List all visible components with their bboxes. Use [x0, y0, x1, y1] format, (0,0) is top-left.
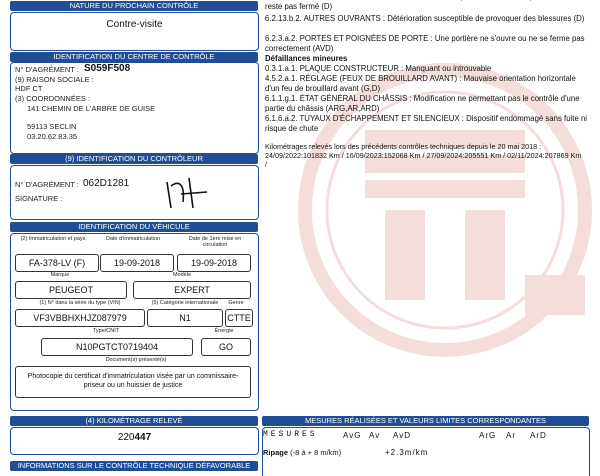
centre-company-label: (9) RAISON SOCIALE : — [15, 75, 94, 84]
measures-col-ar: Ar — [506, 431, 516, 440]
measures-col-avd: AvD — [393, 431, 411, 440]
ripage-value: +2.3m/km — [385, 448, 429, 457]
measures-col-avg: AvG — [343, 431, 362, 440]
defect-2 — [265, 14, 585, 24]
brand-field: PEUGEOT — [15, 281, 127, 299]
centre-coords-label: (3) COORDONNÉES : — [15, 94, 91, 103]
controller-approval-label: N° D'AGRÉMENT : — [15, 180, 79, 189]
next-inspection-header: NATURE DU PROCHAIN CONTRÔLE — [10, 1, 258, 11]
first-use-field: 19-09-2018 — [177, 254, 251, 272]
minor-defect-2-code: 4.5.2.a.1. — [265, 74, 298, 83]
centre-header: IDENTIFICATION DU CENTRE DE CONTRÔLE — [10, 52, 258, 62]
genre-label: Genre — [228, 300, 244, 306]
docs-label: Document(s) présenté(s) — [105, 357, 167, 363]
docs-value: Photocopie du certificat d'immatriculation visée par un commissaire-priseur ou un huissier de justice — [27, 373, 239, 389]
minor-defect-4-text: TUYAUX D'ÉCHAPPEMENT ET SILENCIEUX : Dispositif endommagé sans fuite ni risque de chute — [265, 114, 588, 133]
measures-box — [262, 427, 590, 476]
genre-field: CTTE — [225, 309, 253, 327]
defect-3 — [265, 34, 585, 53]
minor-defect-4-code: 6.1.6.a.2. — [265, 114, 298, 123]
vehicle-header: IDENTIFICATION DU VÉHICULE — [10, 222, 258, 232]
brand-label: Marque — [50, 272, 70, 278]
mileage-header: (4) KILOMÉTRAGE RELEVÉ — [10, 416, 258, 426]
vin-field: VF3VBBHXHJZ087979 — [15, 309, 145, 327]
next-inspection-value: Contre-visite — [106, 19, 163, 30]
defect-2-text: AUTRES OUVRANTS : Détérioration susceptible de provoquer des blessures (D) — [303, 14, 585, 23]
centre-box — [10, 62, 259, 154]
model-field: EXPERT — [133, 281, 251, 299]
ripage-range: (-8 à + 8 m/km) — [290, 448, 342, 457]
signature-image — [159, 172, 219, 212]
minor-defect-3-code: 6.1.1.g.1. — [265, 94, 298, 103]
measures-col-ard: ArD — [530, 431, 547, 440]
measures-col-av: Av — [369, 431, 381, 440]
ripage-label-text: Ripage — [263, 448, 289, 457]
controller-approval-value: 062D1281 — [83, 178, 130, 189]
type-label: Type/CNIT — [92, 328, 120, 334]
measures-title: MESURES — [263, 430, 318, 439]
controller-header: (9) IDENTIFICATION DU CONTRÔLEUR — [10, 154, 258, 164]
defect-info-header: INFORMATIONS SUR LE CONTRÔLE TECHNIQUE DÉFAVORABLE — [10, 461, 258, 471]
minor-defect-3 — [265, 94, 590, 113]
centre-approval-value: S059F508 — [84, 63, 131, 74]
minor-defect-1-code: 0.3.1.a.1. — [265, 64, 298, 73]
mileage-value-plain: 220 — [117, 432, 135, 443]
energy-label: Énergie — [214, 328, 234, 334]
defect-3-text: PORTES ET POIGNÉES DE PORTE : Une portière ne s'ouvre ou ne se ferme pas correctement (AVD) — [265, 34, 585, 53]
reg-date-label: Date d'immatriculation — [105, 236, 161, 242]
minor-defects-heading: Défaillances mineures — [265, 54, 348, 63]
centre-city: 59113 SECLIN — [27, 122, 77, 131]
reg-field: FA-378-LV (F) — [15, 254, 99, 272]
ripage-label — [263, 448, 341, 457]
first-use-label: Date de 1ère mise en circulation — [188, 236, 242, 248]
reg-label: (2) Immatriculation et pays — [20, 236, 86, 242]
minor-defect-1-text: PLAQUE CONSTRUCTEUR : Manquant ou introuvable — [299, 64, 492, 73]
minor-defect-3-text: ÉTAT GÉNÉRAL DU CHÂSSIS : Modification ne permettant pas le contrôle d'une partie du châssis (ARG,AR,ARD) — [265, 94, 580, 113]
next-inspection-box — [10, 12, 259, 51]
defect-2-code: 6.2.13.b.2. — [265, 14, 302, 23]
measures-header: MESURES RÉALISÉES ET VALEURS LIMITES CORRESPONDANTES — [262, 416, 589, 426]
mileage-box — [10, 427, 259, 455]
vin-label: (1) N° dans la série du type (VIN) — [39, 300, 121, 306]
centre-phone: 03.20.62.83.35 — [27, 132, 78, 141]
defect-3-code: 6.2.3.a.2. — [265, 34, 298, 43]
type-field: N10PGTCT0719404 — [41, 338, 193, 356]
controller-box — [10, 165, 259, 220]
minor-defect-1 — [265, 64, 590, 74]
model-label: Modèle — [172, 272, 192, 278]
vehicle-box — [10, 233, 259, 411]
defect-1 — [265, 0, 595, 11]
defect-1-text: reste pas fermé (D) — [265, 1, 333, 11]
centre-approval-label: N° D'AGRÉMENT : — [15, 65, 79, 74]
minor-defect-2-text: RÉGLAGE (FEUX DE BROUILLARD AVANT) : Mauvaise orientation horizontale d'un feu de brouillard avant (G,D) — [265, 74, 576, 93]
reg-date-field: 19-09-2018 — [100, 254, 174, 272]
category-field: N1 — [147, 309, 223, 327]
minor-defect-2 — [265, 74, 590, 93]
controller-signature-label: SIGNATURE : — [15, 194, 63, 203]
category-label: (5) Catégorie internationale — [151, 300, 219, 306]
centre-address: 141 CHEMIN DE L'ARBRE DE GUISE — [27, 104, 156, 113]
mileage-value-bold: 447 — [134, 432, 152, 443]
measures-col-arg: ArG — [479, 431, 497, 440]
energy-field: GO — [201, 338, 251, 356]
centre-company-value: HDF CT — [15, 84, 43, 93]
mileage-value — [11, 432, 258, 443]
docs-field — [15, 366, 251, 398]
km-history: Kilométrages relevés lors des précédents contrôles techniques depuis le 20 mai 2018 : 24/09/2022:101832 Km / 16/09/2023:152068 Km / 27/09/2024:205551 Km / 02/11/2024:207869 Km / — [265, 142, 582, 169]
minor-defect-4 — [265, 114, 590, 133]
